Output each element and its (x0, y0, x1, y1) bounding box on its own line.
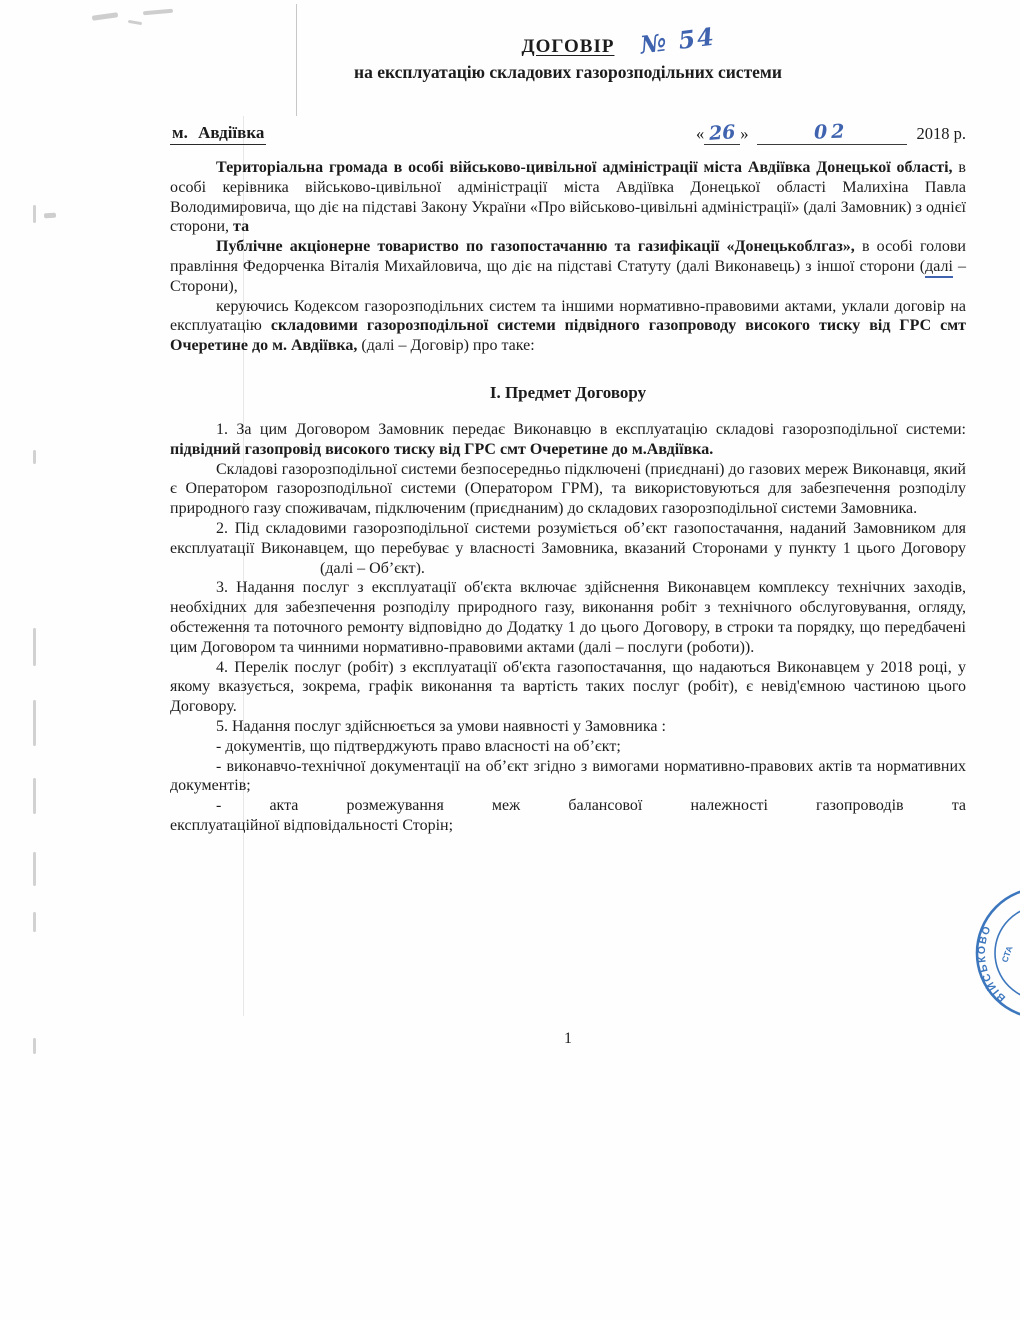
paragraph-parties-1 (170, 158, 966, 237)
official-round-stamp (974, 887, 1020, 1021)
paragraph-parties-2 (170, 237, 966, 296)
stamp-arc-text: ВІЙСЬКОВО (975, 923, 1009, 1005)
document-title-row (170, 21, 966, 60)
clause-5-item-2: - виконавчо-технічної документації на об’єкт згідно з вимогами нормативно-правових актів та нормативних документів; (170, 757, 966, 795)
scan-edge-mark (33, 1038, 36, 1054)
clause-4: 4. Перелік послуг (робіт) з експлуатації об'єкта газопостачання, що надаються Виконавцем у 2018 році, у якому вказується, зокрема, графік виконання та вартість таких послуг (робіт), є невід'ємною частиною цього Договору. (170, 658, 966, 716)
preamble-object: складовими газорозподільної системи підвідного газопроводу високого тиску від ГРС смт Очеретине до м. Авдіївка, (170, 317, 966, 355)
scan-mark (92, 12, 118, 21)
scan-edge-mark (33, 450, 36, 464)
handwritten-day: 26 (708, 121, 737, 145)
party-1-conj: та (233, 218, 250, 236)
clause-3: 3. Надання послуг з експлуатації об'єкта включає здійснення Виконавцем комплексу технічних заходів, необхідних для забезпечення розподілу природного газу, виконання робіт з технічного обслуговування, огляду, обстеження та поточного ремонту відповідно до Додатку 1 до цього Договору, в строки та порядку, що передбачені цим Договором та чинними нормативно-правовими актами (далі – послуги (роботи)). (170, 579, 966, 656)
date-day-slot (704, 122, 740, 145)
date-zone (696, 122, 966, 145)
year-label: 2018 р. (916, 124, 966, 143)
document-content (170, 21, 967, 836)
scan-edge-mark (33, 852, 36, 886)
clause-5-item-3-line-2: експлуатаційної відповідальності Сторін; (170, 816, 454, 834)
document-body (170, 158, 966, 836)
clause-2-text-end: (далі – Об’єкт). (320, 559, 425, 577)
date-month-slot (757, 122, 907, 145)
paragraph-preamble (170, 297, 966, 356)
scan-mark (128, 20, 142, 25)
party-2-text: в особі голови правління Федорченка Віталія Михайловича, що діє на підставі Статуту (далі Виконавець) з іншої сторони ( (170, 238, 966, 275)
clause-1-text: 1. За цим Договором Замовник передає Виконавцю в експлуатацію складові газорозподільної системи: (216, 420, 966, 438)
clause-5-item-1: - документів, що підтверджують право власності на об’єкт; (216, 737, 621, 755)
city-label: м. Авдіївка (170, 123, 266, 145)
clause-1-note: Складові газорозподільної системи безпосередньо підключені (приєднані) до газових мереж Виконавця, який є Оператором газорозподільної системи (Оператором ГРМ), та використовуються для забезпечення розподілу природного газу споживачам, підключеним (приєднаним) до складових газорозподільної системи Замовника. (170, 460, 966, 518)
pen-underlined-word: далі (925, 258, 953, 278)
clause-5-item-3-line-1: - акта розмежування меж балансової належності газопроводів та (216, 797, 966, 815)
scan-mark (143, 9, 173, 16)
preamble-text: керуючись Кодексом газорозподільних систем та іншими нормативно-правовими актами, уклали договір на експлуатацію (170, 297, 966, 335)
party-2-text-end: – Сторони), (170, 257, 967, 295)
document-title: ДОГОВІР (521, 36, 615, 57)
scan-edge-mark (33, 205, 36, 223)
page-number: 1 (564, 1030, 572, 1047)
scan-edge-mark (33, 778, 36, 814)
clause-1-object: підвідний газопровід високого тиску від ГРС смт Очеретине до м.Авдіївка. (170, 440, 714, 458)
party-1-text: в особі керівника військово-цивільної адміністрації міста Авдіївка Донецької області Малихіна Павла Володимировича, що діє на підставі Закону України «Про військово-цивільні адміністрації» (далі Замовник) з однієї сторони, (170, 159, 966, 236)
section-1-heading: І. Предмет Договору (489, 382, 647, 402)
clause-2 (170, 519, 966, 578)
close-quote: » (740, 124, 749, 143)
handwritten-contract-number: № 54 (638, 21, 717, 60)
scan-edge-mark (33, 628, 36, 666)
open-quote: « (696, 124, 705, 143)
document-subtitle: на експлуатацію складових газорозподільних системи (354, 62, 782, 82)
handwritten-month: 02 (813, 120, 850, 144)
scan-edge-mark (33, 700, 36, 746)
party-1-name: Територіальна громада в особі військово-цивільної адміністрації міста Авдіївка Донецької області, (216, 159, 953, 176)
clause-5-item-3 (170, 796, 966, 836)
preamble-text-end: (далі – Договір) про таке: (357, 337, 535, 355)
clause-5: 5. Надання послуг здійснюється за умови наявності у Замовника : (216, 717, 666, 735)
clause-1 (170, 420, 966, 460)
party-2-name: Публічне акціонерне товариство по газопостачанню та газифікації «Донецькоблгаз», (216, 238, 855, 256)
stamp-inner-text: СТА (999, 944, 1015, 964)
city-date-row (170, 120, 966, 145)
scan-edge-mark (33, 912, 36, 932)
scan-mark (44, 213, 56, 219)
clause-2-text: 2. Під складовими газорозподільної системи розуміється об’єкт газопостачання, наданий Замовником для експлуатації Виконавцем, що перебуває у власності Замовника, вказаний Сторонами у пункту 1 цього Договору (170, 519, 966, 557)
stamp-arc-text-holder (976, 923, 1008, 1004)
